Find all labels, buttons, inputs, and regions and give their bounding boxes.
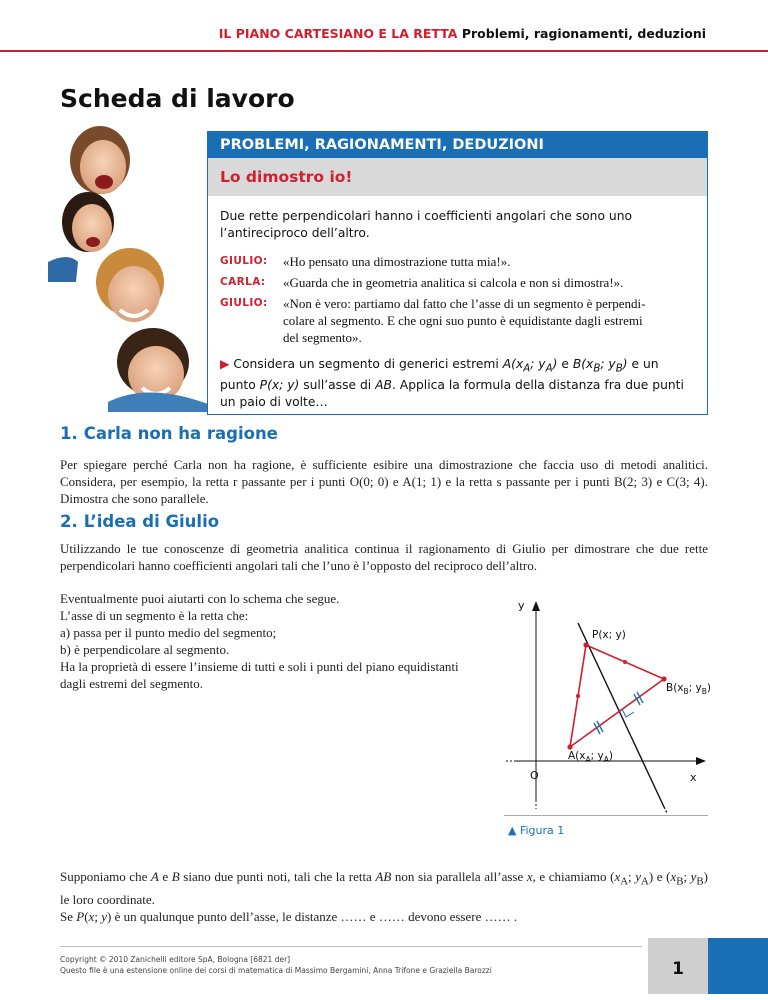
speaker-label: GIULIO:	[220, 297, 268, 309]
segment-ab	[570, 679, 664, 747]
footer-copyright: Copyright © 2010 Zanichelli editore SpA, Bologna [6821 der]	[60, 955, 291, 964]
x-axis-label: x	[690, 771, 697, 784]
point-a	[567, 744, 572, 749]
page-title: Scheda di lavoro	[60, 84, 295, 113]
speaker-label: CARLA:	[220, 276, 266, 288]
page-number: 1	[648, 938, 708, 994]
origin-label: O	[530, 769, 539, 782]
point-b	[661, 676, 666, 681]
section-title-2: 2. L’idea di Giulio	[60, 512, 220, 531]
box-subheader: Lo dimostro io!	[208, 158, 707, 196]
students-photo	[48, 112, 216, 412]
section-title-1: 1. Carla non ha ragione	[60, 424, 278, 443]
y-axis-label: y	[518, 599, 525, 612]
point-p-label: P(x; y)	[592, 629, 626, 641]
point-p	[583, 642, 588, 647]
section-2-hint: Eventualmente puoi aiutarti con lo schema che segue. L’asse di un segmento è la retta che: a) passa per il punto medio del segmento; b) è perpendicolare al segmento. Ha la proprietà di essere l’insieme di tutti e soli i punti del piano equidistanti dagli estremi del segmento.	[60, 591, 459, 691]
section-2-text: Utilizzando le tue conoscenze di geometria analitica continua il ragionamento di Giulio per dimostrare che due rette perpendicolari hanno coefficienti angolari tali che l’uno è l’opposto del reciproco dell’altro.	[60, 541, 708, 573]
running-header	[219, 26, 706, 41]
box-intro: Due rette perpendicolari hanno i coefficienti angolari che sono uno l’antireciproco dell’altro.	[220, 209, 633, 240]
dialogue-text: «Non è vero: partiamo dal fatto che l’asse di un segmento è perpendi-	[283, 296, 646, 311]
figure-rule	[504, 815, 708, 816]
x-axis-arrow-icon	[696, 757, 706, 765]
dialogue-text: «Guarda che in geometria analitica si calcola e non si dimostra!».	[283, 275, 624, 290]
box-task: ▶ Considera un segmento di generici estremi $A(x_A$; $y_A$) e $B(x_B$; $y_B$) e un punto P(x; y) sull’asse di AB. Applica la formula della distanza fra due punti un paio di volte…	[220, 357, 684, 410]
y-axis-arrow-icon	[532, 601, 540, 611]
footer-rule	[60, 946, 642, 947]
triangle-up-icon: ▲	[508, 824, 517, 837]
closing-text: Supponiamo che A e B siano due punti noti, tali che la retta AB non sia parallela all’asse x, e chiamiamo ($x_A$; $y_A$) e ($x_B$; $y_B$) le loro coordinate. Se P(x; y) è un qualunque punto dell’asse, le distanze …… e …… devono essere …… .	[60, 869, 708, 924]
triangle-right-icon: ▶	[220, 357, 230, 371]
header-rule	[0, 50, 768, 52]
dialogue-text: del segmento».	[283, 330, 362, 345]
figure-caption: ▲ Figura 1	[508, 824, 565, 837]
dialogue-text: «Ho pensato una dimostrazione tutta mia!».	[283, 254, 511, 269]
worksheet-box	[207, 131, 708, 415]
perpendicular-bisector	[578, 623, 664, 807]
dialogue-line	[220, 274, 693, 291]
point-a-label: $A(x_A$; $y_A$)	[568, 750, 613, 764]
box-header: PROBLEMI, RAGIONAMENTI, DEDUZIONI	[208, 132, 707, 158]
dialogue-line	[220, 295, 693, 346]
section-1-text: Per spiegare perché Carla non ha ragione, è sufficiente esibire una dimostrazione che faccia uso di metodi analitici. Considera, per esempio, la retta r passante per i punti O(0; 0) e A(1; 1) e la retta s passante per i punti B(2; 3) e C(3; 4). Dimostra che sono parallele.	[60, 457, 708, 506]
header-chapter: IL PIANO CARTESIANO E LA RETTA	[218, 26, 458, 41]
point-b-label: $B(x_B$; $y_B$)	[666, 682, 712, 696]
speaker-label: GIULIO:	[220, 255, 268, 267]
footer-note: Questo file è una estensione online dei corsi di matematica di Massimo Bergamini, Anna Trifone e Graziella Barozzi	[60, 966, 492, 975]
figure-1-diagram	[504, 595, 712, 810]
header-section: Problemi, ragionamenti, deduzioni	[461, 26, 706, 41]
dialogue-line	[220, 253, 693, 270]
page-corner-strip	[708, 938, 768, 994]
dialogue-text: colare al segmento. E che ogni suo punto è equidistante dagli estremi	[283, 313, 643, 328]
footer	[60, 954, 492, 976]
